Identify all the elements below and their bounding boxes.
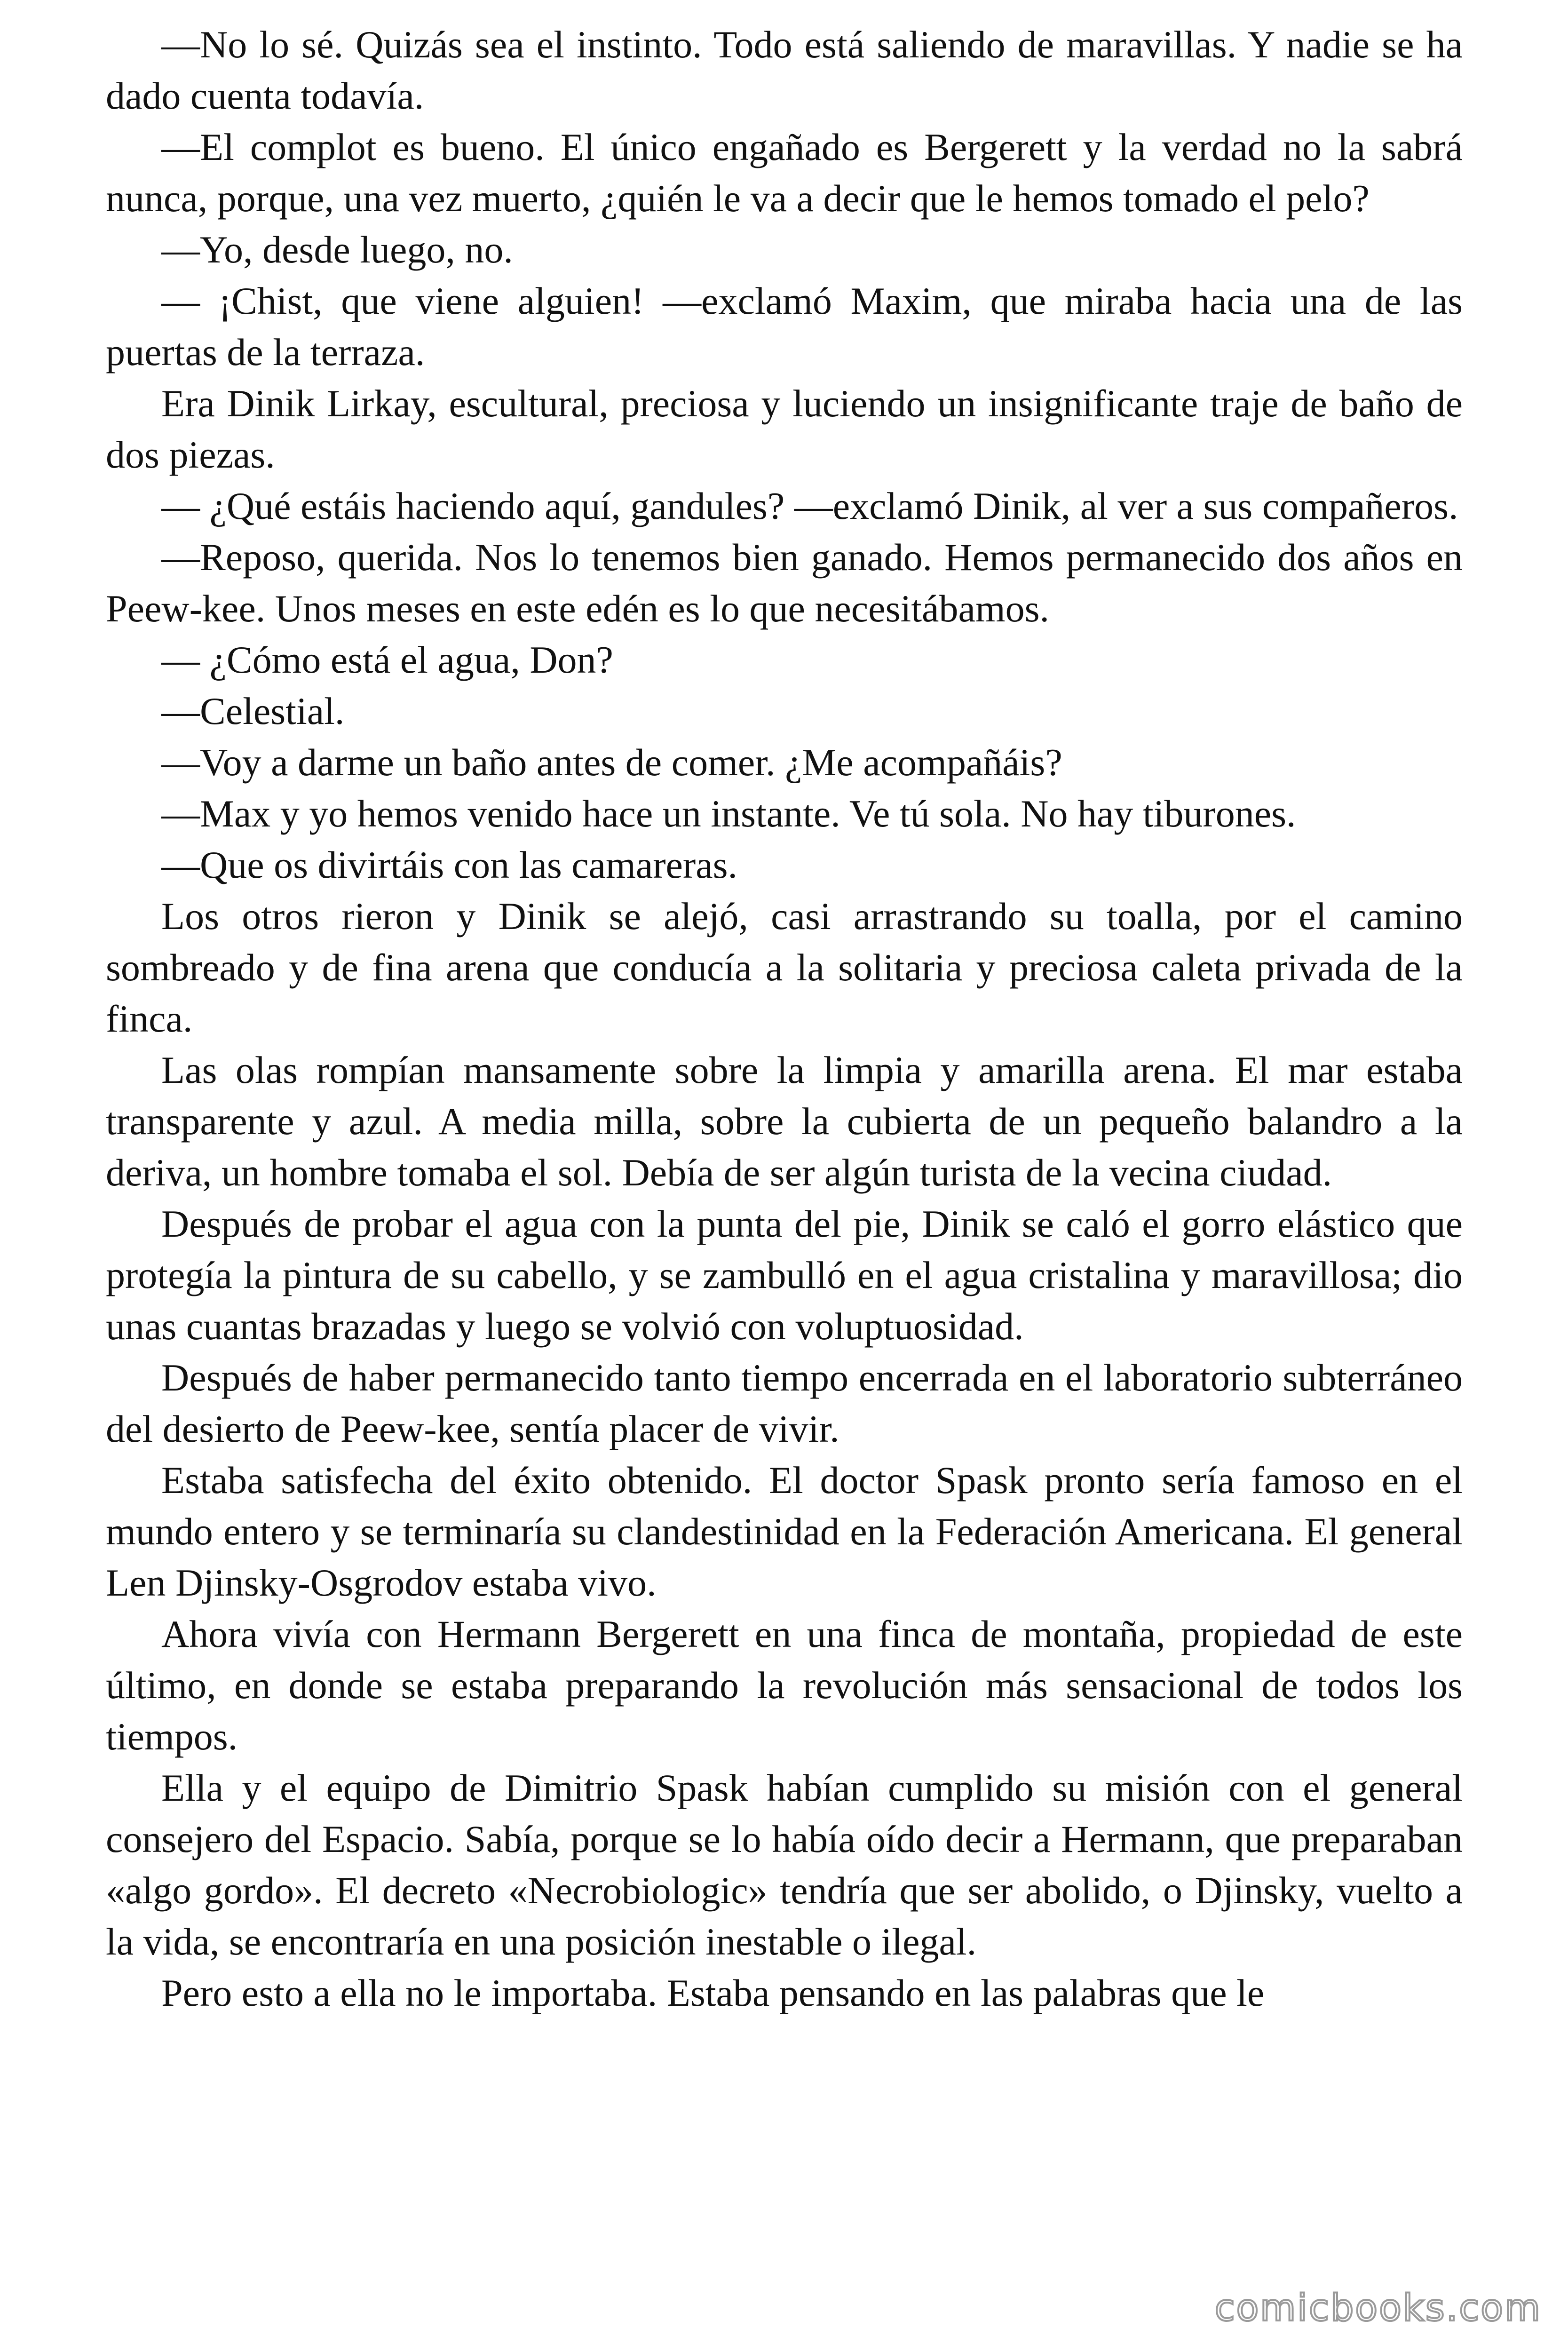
paragraph: —Reposo, querida. Nos lo tenemos bien ganado. Hemos permanecido dos años en Peew-kee. Unos meses en este edén es lo que necesitábamos.: [106, 536, 1463, 630]
paragraph: — ¿Qué estáis haciendo aquí, gandules? —exclamó Dinik, al ver a sus compañeros.: [161, 485, 1458, 527]
paragraph: —Voy a darme un baño antes de comer. ¿Me acompañáis?: [161, 741, 1062, 784]
paragraph: Era Dinik Lirkay, escultural, preciosa y luciendo un insignificante traje de baño de dos piezas.: [106, 382, 1463, 476]
paragraph: —Celestial.: [161, 690, 345, 732]
paragraph: —Que os divirtáis con las camareras.: [161, 843, 738, 886]
paragraph: —El complot es bueno. El único engañado es Bergerett y la verdad no la sabrá nunca, porque, una vez muerto, ¿quién le va a decir que le hemos tomado el pelo?: [106, 126, 1463, 220]
paragraph: — ¡Chist, que viene alguien! —exclamó Maxim, que miraba hacia una de las puertas de la terraza.: [106, 279, 1463, 373]
paragraph: Las olas rompían mansamente sobre la limpia y amarilla arena. El mar estaba transparente y azul. A media milla, sobre la cubierta de un pequeño balandro a la deriva, un hombre tomaba el sol. Debía de ser algún turista de la vecina ciudad.: [106, 1049, 1463, 1194]
paragraph: Los otros rieron y Dinik se alejó, casi arrastrando su toalla, por el camino sombreado y de fina arena que conducía a la solitaria y preciosa caleta privada de la finca.: [106, 895, 1463, 1040]
paragraph: Estaba satisfecha del éxito obtenido. El doctor Spask pronto sería famoso en el mundo entero y se terminaría su clandestinidad en la Federación Americana. El general Len Djinsky-Osgrodov estaba vivo.: [106, 1459, 1463, 1604]
paragraph: Ella y el equipo de Dimitrio Spask habían cumplido su misión con el general consejero del Espacio. Sabía, porque se lo había oído decir a Hermann, que preparaban «algo gordo». El decreto «Necrobiologic» tendría que ser abolido, o Djinsky, vuelto a la vida, se encontraría en una posición inestable o ilegal.: [106, 1766, 1463, 1963]
paragraph: —No lo sé. Quizás sea el instinto. Todo está saliendo de maravillas. Y nadie se ha dado cuenta todavía.: [106, 23, 1463, 117]
paragraph: —Yo, desde luego, no.: [161, 228, 513, 271]
watermark: comicbooks.com: [1214, 2287, 1542, 2329]
paragraph: — ¿Cómo está el agua, Don?: [161, 638, 613, 681]
paragraph: Después de haber permanecido tanto tiempo encerrada en el laboratorio subterráneo del desierto de Peew-kee, sentía placer de vivir.: [106, 1356, 1463, 1450]
paragraph: Pero esto a ella no le importaba. Estaba pensando en las palabras que le: [161, 1971, 1265, 2014]
paragraph: Ahora vivía con Hermann Bergerett en una finca de montaña, propiedad de este último, en donde se estaba preparando la revolución más sensacional de todos los tiempos.: [106, 1613, 1463, 1758]
page-text: [106, 19, 1463, 2018]
paragraph: Después de probar el agua con la punta del pie, Dinik se caló el gorro elástico que protegía la pintura de su cabello, y se zambulló en el agua cristalina y maravillosa; dio unas cuantas brazadas y luego se volvió con voluptuosidad.: [106, 1202, 1463, 1348]
paragraph: —Max y yo hemos venido hace un instante. Ve tú sola. No hay tiburones.: [161, 792, 1296, 835]
